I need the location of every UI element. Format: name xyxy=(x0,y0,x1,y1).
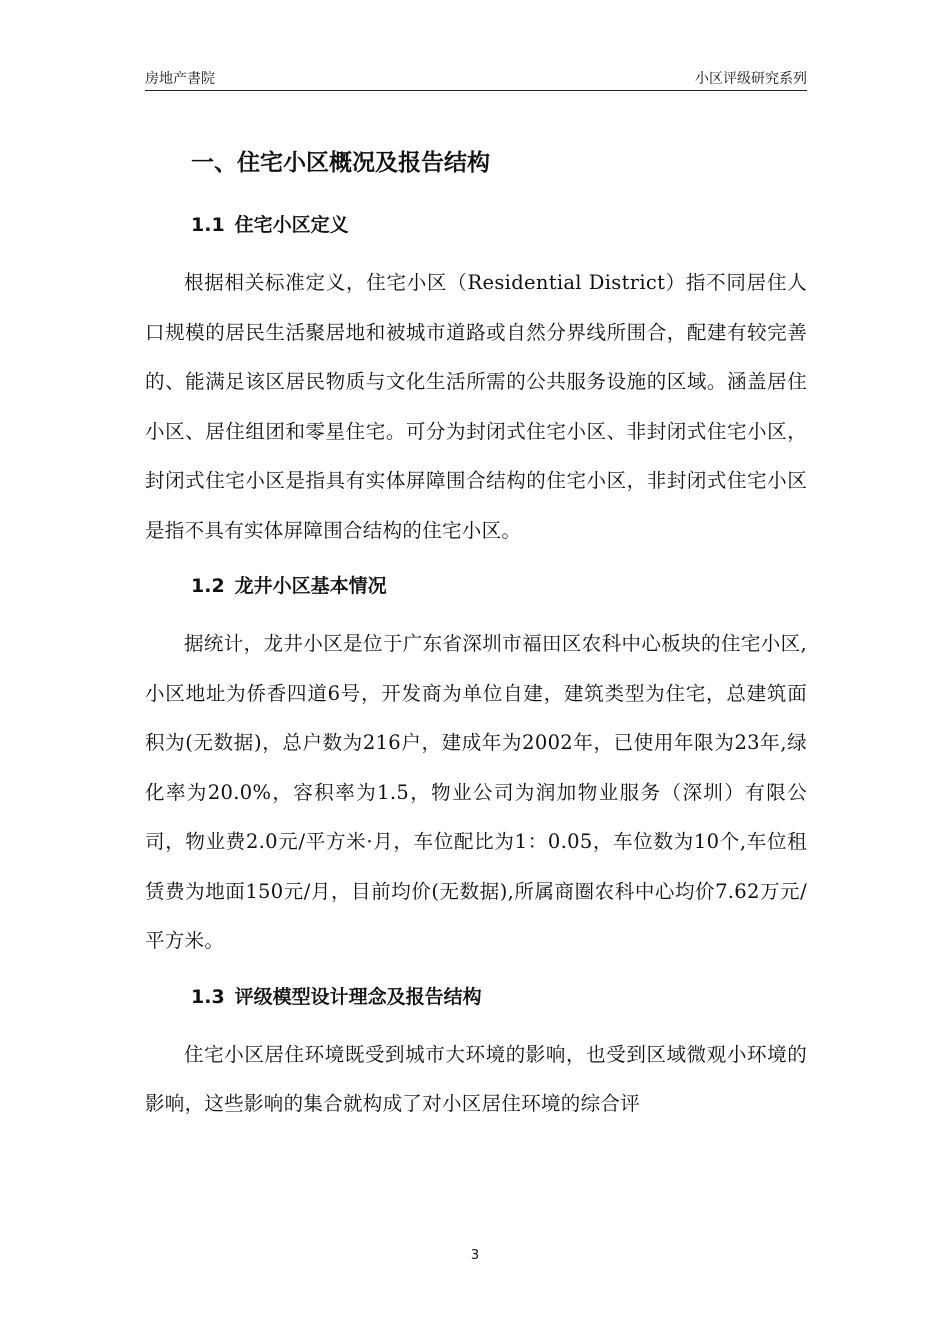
paragraph-basic-info: 据统计，龙井小区是位于广东省深圳市福田区农科中心板块的住宅小区,小区地址为侨香四道6号，开发商为单位自建，建筑类型为住宅，总建筑面积为(无数据)，总户数为216户，建成年为2002年，已使用年限为23年,绿化率为20.0%，容积率为1.5，物业公司为润加物业服务（深圳）有限公司，物业费2.0元/平方米·月，车位配比为1：0.05，车位数为10个,车位租赁费为地面150元/月，目前均价(无数据),所属商圈农科中心均价7.62万元/平方米。 xyxy=(145,632,807,952)
section-number: 1.2 xyxy=(191,575,225,597)
section-title-1-2 xyxy=(191,561,807,611)
page-header xyxy=(145,66,807,91)
header-series: 小区评级研究系列 xyxy=(695,71,807,87)
section-title-text: 评级模型设计理念及报告结构 xyxy=(234,985,482,1008)
header-publisher: 房地产書院 xyxy=(145,71,215,87)
page-number: 3 xyxy=(470,1248,480,1263)
paragraph-model-design: 住宅小区居住环境既受到城市大环境的影响，也受到区域微观小环境的影响，这些影响的集合就构成了对小区居住环境的综合评 xyxy=(145,1042,807,1115)
section-number: 1.3 xyxy=(191,985,225,1008)
section-number: 1.1 xyxy=(191,214,225,236)
page-content xyxy=(145,138,807,1129)
chapter-title: 一、住宅小区概况及报告结构 xyxy=(191,150,490,176)
section-title-1-1 xyxy=(191,200,807,250)
section-title-text: 住宅小区定义 xyxy=(234,214,349,236)
section-title-text: 龙井小区基本情况 xyxy=(234,575,387,597)
paragraph-definition: 根据相关标准定义，住宅小区（Residential District）指不同居住人口规模的居民生活聚居地和被城市道路或自然分界线所围合，配建有较完善的、能满足该区居民物质与文化生活所需的公共服务设施的区域。涵盖居住小区、居住组团和零星住宅。可分为封闭式住宅小区、非封闭式住宅小区，封闭式住宅小区是指具有实体屏障围合结构的住宅小区，非封闭式住宅小区是指不具有实体屏障围合结构的住宅小区。 xyxy=(145,271,807,542)
section-title-1-3 xyxy=(191,972,807,1022)
